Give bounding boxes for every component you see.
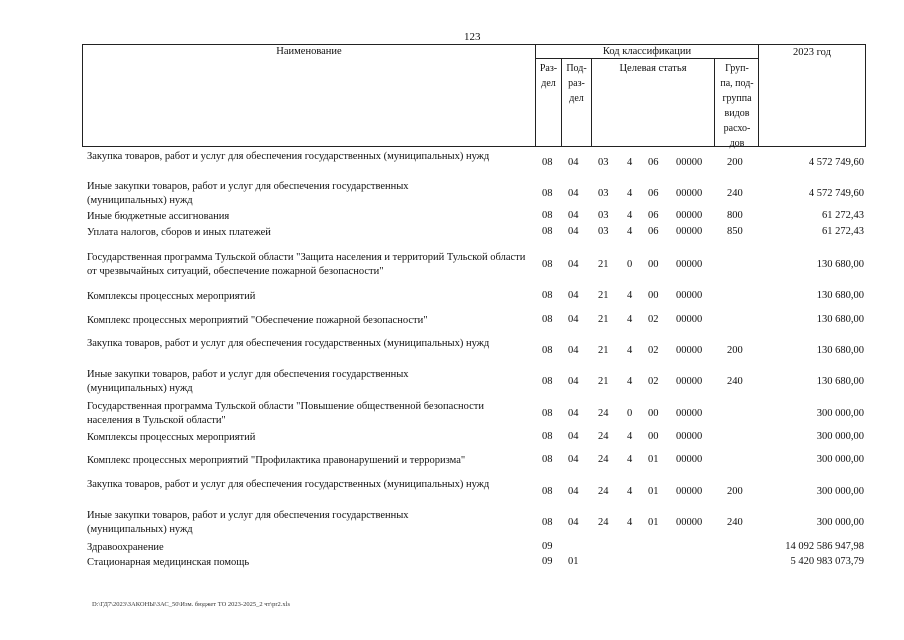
row-target-3: 00 (648, 290, 659, 301)
row-podrazdel: 04 (568, 314, 579, 325)
row-podrazdel: 04 (568, 210, 579, 221)
row-razdel: 08 (542, 454, 553, 465)
row-target-4: 00000 (676, 226, 703, 237)
row-target-1: 24 (598, 517, 609, 528)
row-name: Комплекс процессных мероприятий "Обеспечение пожарной безопасности" (87, 315, 428, 326)
row-name: Закупка товаров, работ и услуг для обеспечения государственных (муниципальных) нужд (87, 338, 490, 349)
row-target-4: 00000 (676, 259, 703, 270)
header-code-group (535, 45, 758, 149)
footer-file-path: D:\ГД7\2023\ЗАКОНЫ\ЗАС_50\Изм. бюджет ТО 2023-2025_2 чт\pr2.xls (92, 601, 291, 608)
row-razdel: 08 (542, 486, 553, 497)
row-amount: 4 572 749,60 (808, 188, 864, 199)
row-target-2: 4 (627, 210, 633, 221)
row-target-4: 00000 (676, 188, 703, 199)
row-razdel: 08 (542, 210, 553, 221)
header-vid-text: Груп- па, под- группа видов расхо- дов (720, 63, 754, 149)
row-name: Комплексы процессных мероприятий (87, 291, 256, 302)
row-podrazdel: 04 (568, 290, 579, 301)
row-name: Иные закупки товаров, работ и услуг для обеспечения государственных (муниципальных) нужд (87, 510, 409, 535)
row-target-4: 00000 (676, 210, 703, 221)
row-target-3: 00 (648, 259, 659, 270)
row-razdel: 08 (542, 408, 553, 419)
row-amount: 61 272,43 (822, 226, 864, 237)
row-name: Иные закупки товаров, работ и услуг для обеспечения государственных (муниципальных) нужд (87, 181, 409, 206)
row-target-2: 4 (627, 486, 633, 497)
row-expense-type: 240 (727, 376, 743, 387)
row-razdel: 08 (542, 314, 553, 325)
row-target-3: 02 (648, 345, 659, 356)
row-podrazdel: 04 (568, 259, 579, 270)
row-podrazdel: 04 (568, 408, 579, 419)
row-razdel: 08 (542, 188, 553, 199)
row-razdel: 08 (542, 345, 553, 356)
row-target-4: 00000 (676, 408, 703, 419)
row-target-3: 02 (648, 314, 659, 325)
row-amount: 300 000,00 (816, 486, 864, 497)
row-expense-type: 240 (727, 517, 743, 528)
row-podrazdel: 04 (568, 454, 579, 465)
row-amount: 14 092 586 947,98 (785, 541, 864, 552)
row-target-1: 21 (598, 376, 609, 387)
table-header (82, 44, 866, 147)
row-target-1: 21 (598, 314, 609, 325)
row-target-3: 06 (648, 188, 659, 199)
row-razdel: 08 (542, 517, 553, 528)
row-expense-type: 850 (727, 226, 743, 237)
row-target-2: 4 (627, 188, 633, 199)
row-target-3: 01 (648, 454, 659, 465)
row-target-2: 4 (627, 345, 633, 356)
header-podrazdel (561, 59, 591, 146)
row-amount: 4 572 749,60 (808, 157, 864, 168)
row-target-4: 00000 (676, 517, 703, 528)
row-amount: 130 680,00 (816, 345, 864, 356)
row-razdel: 09 (542, 556, 553, 567)
row-podrazdel: 04 (568, 226, 579, 237)
row-name: Здравоохранение (87, 542, 164, 553)
header-name: Наименование (276, 46, 342, 57)
row-name: Комплекс процессных мероприятий "Профилактика правонарушений и терроризма" (87, 455, 466, 466)
header-code: Код классификации (536, 45, 758, 59)
row-target-2: 4 (627, 454, 633, 465)
row-expense-type: 200 (727, 486, 743, 497)
row-expense-type: 200 (727, 157, 743, 168)
row-target-3: 00 (648, 431, 659, 442)
row-target-4: 00000 (676, 486, 703, 497)
row-target-4: 00000 (676, 314, 703, 325)
row-expense-type: 240 (727, 188, 743, 199)
row-amount: 300 000,00 (816, 431, 864, 442)
row-target-3: 02 (648, 376, 659, 387)
header-podrazdel-text: Под- раз- дел (566, 63, 587, 104)
row-target-3: 06 (648, 157, 659, 168)
row-amount: 300 000,00 (816, 454, 864, 465)
row-target-3: 01 (648, 517, 659, 528)
row-target-1: 24 (598, 431, 609, 442)
row-target-2: 4 (627, 431, 633, 442)
row-target-2: 4 (627, 517, 633, 528)
row-target-1: 21 (598, 345, 609, 356)
row-target-3: 00 (648, 408, 659, 419)
row-podrazdel: 04 (568, 376, 579, 387)
row-razdel: 08 (542, 431, 553, 442)
row-target-4: 00000 (676, 376, 703, 387)
row-amount: 300 000,00 (816, 517, 864, 528)
row-target-1: 24 (598, 486, 609, 497)
row-amount: 130 680,00 (816, 376, 864, 387)
row-podrazdel: 04 (568, 486, 579, 497)
row-name: Закупка товаров, работ и услуг для обеспечения государственных (муниципальных) нужд (87, 151, 490, 162)
header-year-text: 2023 год (793, 47, 831, 58)
row-target-4: 00000 (676, 157, 703, 168)
row-target-3: 06 (648, 210, 659, 221)
header-year (758, 45, 865, 146)
row-name: Иные бюджетные ассигнования (87, 211, 230, 222)
header-vid (714, 59, 759, 149)
row-razdel: 08 (542, 226, 553, 237)
row-name: Государственная программа Тульской области "Повышение общественной безопасности населения в Тульской области" (87, 401, 484, 426)
row-amount: 5 420 983 073,79 (790, 556, 864, 567)
row-expense-type: 800 (727, 210, 743, 221)
row-amount: 61 272,43 (822, 210, 864, 221)
row-name: Иные закупки товаров, работ и услуг для обеспечения государственных (муниципальных) нужд (87, 369, 409, 394)
row-name: Закупка товаров, работ и услуг для обеспечения государственных (муниципальных) нужд (87, 479, 490, 490)
row-target-2: 4 (627, 226, 633, 237)
row-name: Уплата налогов, сборов и иных платежей (87, 227, 271, 238)
row-amount: 130 680,00 (816, 314, 864, 325)
row-target-4: 00000 (676, 431, 703, 442)
row-target-2: 0 (627, 259, 633, 270)
header-celevaya-text: Целевая статья (619, 63, 687, 74)
row-name: Стационарная медицинская помощь (87, 557, 250, 568)
row-podrazdel: 04 (568, 345, 579, 356)
row-razdel: 08 (542, 259, 553, 270)
row-target-1: 03 (598, 210, 609, 221)
row-target-1: 24 (598, 454, 609, 465)
header-razdel-text: Раз- дел (539, 63, 558, 89)
row-target-2: 4 (627, 157, 633, 168)
row-name: Государственная программа Тульской области "Защита населения и территорий Тульской области от чрезвычайных ситуаций, обеспечение пожарной безопасности" (87, 252, 526, 277)
row-target-1: 03 (598, 188, 609, 199)
row-razdel: 09 (542, 541, 553, 552)
row-target-4: 00000 (676, 345, 703, 356)
row-target-2: 0 (627, 408, 633, 419)
row-podrazdel: 04 (568, 431, 579, 442)
row-amount: 130 680,00 (816, 290, 864, 301)
row-razdel: 08 (542, 290, 553, 301)
row-amount: 130 680,00 (816, 259, 864, 270)
row-target-1: 21 (598, 290, 609, 301)
row-podrazdel: 04 (568, 157, 579, 168)
row-amount: 300 000,00 (816, 408, 864, 419)
row-razdel: 08 (542, 157, 553, 168)
row-target-4: 00000 (676, 454, 703, 465)
row-target-1: 03 (598, 226, 609, 237)
page-number: 123 (464, 31, 481, 43)
row-target-2: 4 (627, 376, 633, 387)
row-target-2: 4 (627, 290, 633, 301)
row-name: Комплексы процессных мероприятий (87, 432, 256, 443)
row-target-1: 24 (598, 408, 609, 419)
row-target-3: 06 (648, 226, 659, 237)
row-target-3: 01 (648, 486, 659, 497)
row-podrazdel: 01 (568, 556, 579, 567)
row-expense-type: 200 (727, 345, 743, 356)
row-target-1: 21 (598, 259, 609, 270)
header-razdel (536, 59, 561, 146)
row-target-1: 03 (598, 157, 609, 168)
row-razdel: 08 (542, 376, 553, 387)
row-podrazdel: 04 (568, 517, 579, 528)
row-podrazdel: 04 (568, 188, 579, 199)
row-target-4: 00000 (676, 290, 703, 301)
header-celevaya (591, 59, 714, 146)
row-target-2: 4 (627, 314, 633, 325)
